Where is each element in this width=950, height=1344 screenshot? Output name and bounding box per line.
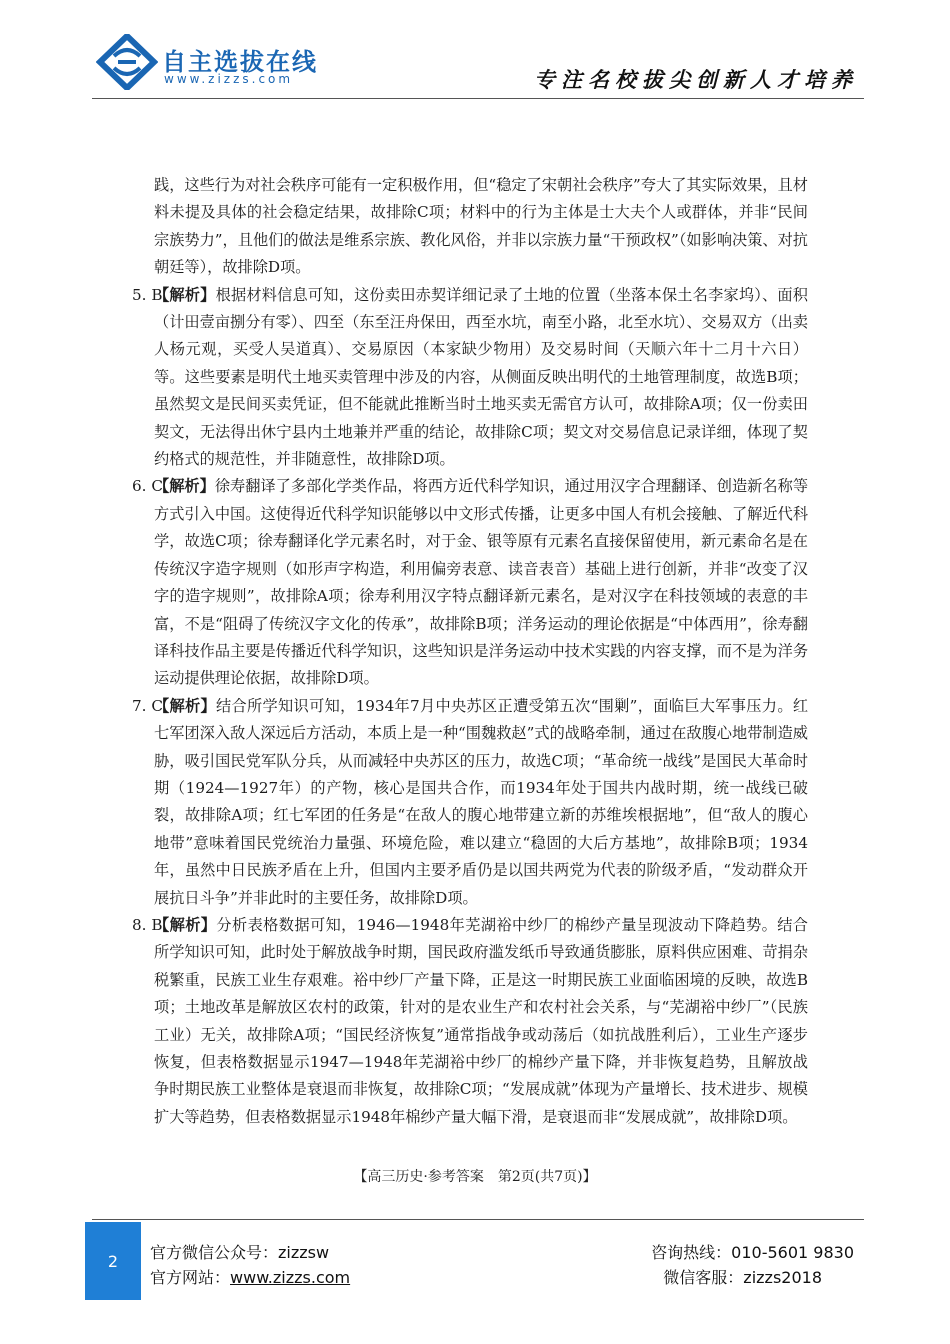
site-link[interactable]: www.zizzs.com — [230, 1268, 351, 1287]
continued-paragraph: 践，这些行为对社会秩序可能有一定积极作用，但“稳定了宋朝社会秩序”夸大了其实际效果，且材料未提及具体的社会稳定结果，故排除C项；材料中的行为主体是士大夫个人或群体，并非“民间宗族势力”，且他们的做法是维系宗族、教化风俗，并非以宗族力量“干预政权”（如影响决策、对抗朝廷等），故排除D项。 — [154, 176, 808, 277]
wechat-service: 微信客服：zizzs2018 — [663, 1268, 822, 1287]
wechat-account: 官方微信公众号：zizzsw — [150, 1243, 330, 1262]
answer-text: 分析表格数据可知，1946—1948年芜湖裕中纱厂的棉纱产量呈现波动下降趋势。结合所学知识可知，此时处于解放战争时期，国民政府滥发纸币导致通货膨胀，原料供应困难、苛捐杂税繁重，民族工业生存艰难。裕中纱厂产量下降，正是这一时期民族工业面临困境的反映，故选B项；土地改革是解放区农村的政策，针对的是农业生产和农村社会关系，与“芜湖裕中纱厂”（民族工业）无关，故排除A项；“国民经济恢复”通常指战争或动荡后（如抗战胜利后），工业生产逐步恢复，但表格数据显示1947—1948年芜湖裕中纱厂的棉纱产量下降，并非恢复趋势，且解放战争时期民族工业整体是衰退而非恢复，故排除C项；“发展成就”体现为产量增长、技术进步、规模扩大等趋势，但表格数据显示1948年棉纱产量大幅下滑，是衰退而非“发展成就”，故排除D项。 — [154, 915, 808, 1126]
question-number: 8. B — [132, 915, 163, 934]
hotline: 咨询热线：010-5601 9830 — [651, 1243, 854, 1262]
page-number: 2 — [85, 1222, 141, 1300]
answer-content — [132, 172, 808, 1131]
footer-divider — [92, 1219, 864, 1220]
analysis-tag: 【解析】 — [154, 696, 217, 715]
analysis-tag: 【解析】 — [154, 477, 215, 496]
page-label: 【高三历史·参考答案 第2页(共7页)】 — [353, 1169, 597, 1185]
question-number: 5. B — [132, 285, 163, 304]
analysis-tag: 【解析】 — [154, 285, 216, 304]
header-divider — [92, 98, 864, 99]
official-site — [150, 1265, 350, 1288]
analysis-tag: 【解析】 — [154, 915, 217, 934]
brand-name: 自主选拔在线 — [162, 48, 318, 76]
question-number: 6. C — [132, 477, 163, 496]
answer-item-7 — [132, 693, 808, 912]
question-number: 7. C — [132, 696, 163, 715]
answer-item-6 — [132, 473, 808, 692]
answer-text: 结合所学知识可知，1934年7月中央苏区正遭受第五次“围剿”，面临巨大军事压力。红七军团深入敌人深远后方活动，本质上是一种“围魏救赵”式的战略牵制，通过在敌腹心地带制造威胁，吸引国民党军队分兵，从而减轻中央苏区的压力，故选C项；“革命统一战线”是国民大革命时期（1924—1927年）的产物，核心是国共合作，而1934年处于国共内战时期，统一战线已破裂，故排除A项；红七军团的任务是“在敌人的腹心地带建立新的苏维埃根据地”，但“敌人的腹心地带”意味着国民党统治力量强、环境危险，难以建立“稳固的大后方基地”，故排除B项；1934年，虽然中日民族矛盾在上升，但国内主要矛盾仍是以国共两党为代表的阶级矛盾，“发动群众开展抗日斗争”并非此时的主要任务，故排除D项。 — [154, 696, 809, 907]
answer-text: 徐寿翻译了多部化学类作品，将西方近代科学知识，通过用汉字合理翻译、创造新名称等方式引入中国。这使得近代科学知识能够以中文形式传播，让更多中国人有机会接触、了解近代科学，故选C项；徐寿翻译化学元素名时，对于金、银等原有元素名直接保留使用，新元素命名是在传统汉字造字规则（如形声字构造，利用偏旁表意、读音表音）基础上进行创新，并非“改变了汉字的造字规则”，故排除A项；徐寿利用汉字特点翻译新元素名，是对汉字在科技领域的表意的丰富，不是“阻碍了传统汉字文化的传承”，故排除B项；洋务运动的理论依据是“中体西用”，徐寿翻译科技作品主要是传播近代科学知识，这些知识是洋务运动中技术实践的内容支撑，而不是为洋务运动提供理论依据，故排除D项。 — [154, 477, 809, 688]
answer-item-8 — [132, 912, 808, 1131]
page-header — [0, 0, 950, 100]
answer-text: 根据材料信息可知，这份卖田赤契详细记录了土地的位置（坐落本保土名李家坞）、面积（计田壹亩捌分有零）、四至（东至汪舟保田，西至水坑，南至小路，北至水坑）、交易双方（出卖人杨元观，买受人吴道真）、交易原因（本家缺少物用）及交易时间（天顺六年十二月十六日）等。这些要素是明代土地买卖管理中涉及的内容，从侧面反映出明代的土地管理制度，故选B项；虽然契文是民间买卖凭证，但不能就此推断当时土地买卖无需官方认可，故排除A项；仅一份卖田契文，无法得出休宁县内土地兼并严重的结论，故排除C项；契文对交易信息记录详细，体现了契约格式的规范性，并非随意性，故排除D项。 — [154, 285, 808, 469]
brand-url[interactable]: www.zizzs.com — [164, 72, 294, 86]
zizzs-logo-icon — [96, 34, 158, 90]
site-label: 官方网站： — [150, 1268, 231, 1287]
header-slogan: 专注名校拔尖创新人才培养 — [534, 68, 858, 92]
answer-item-5 — [132, 282, 808, 474]
